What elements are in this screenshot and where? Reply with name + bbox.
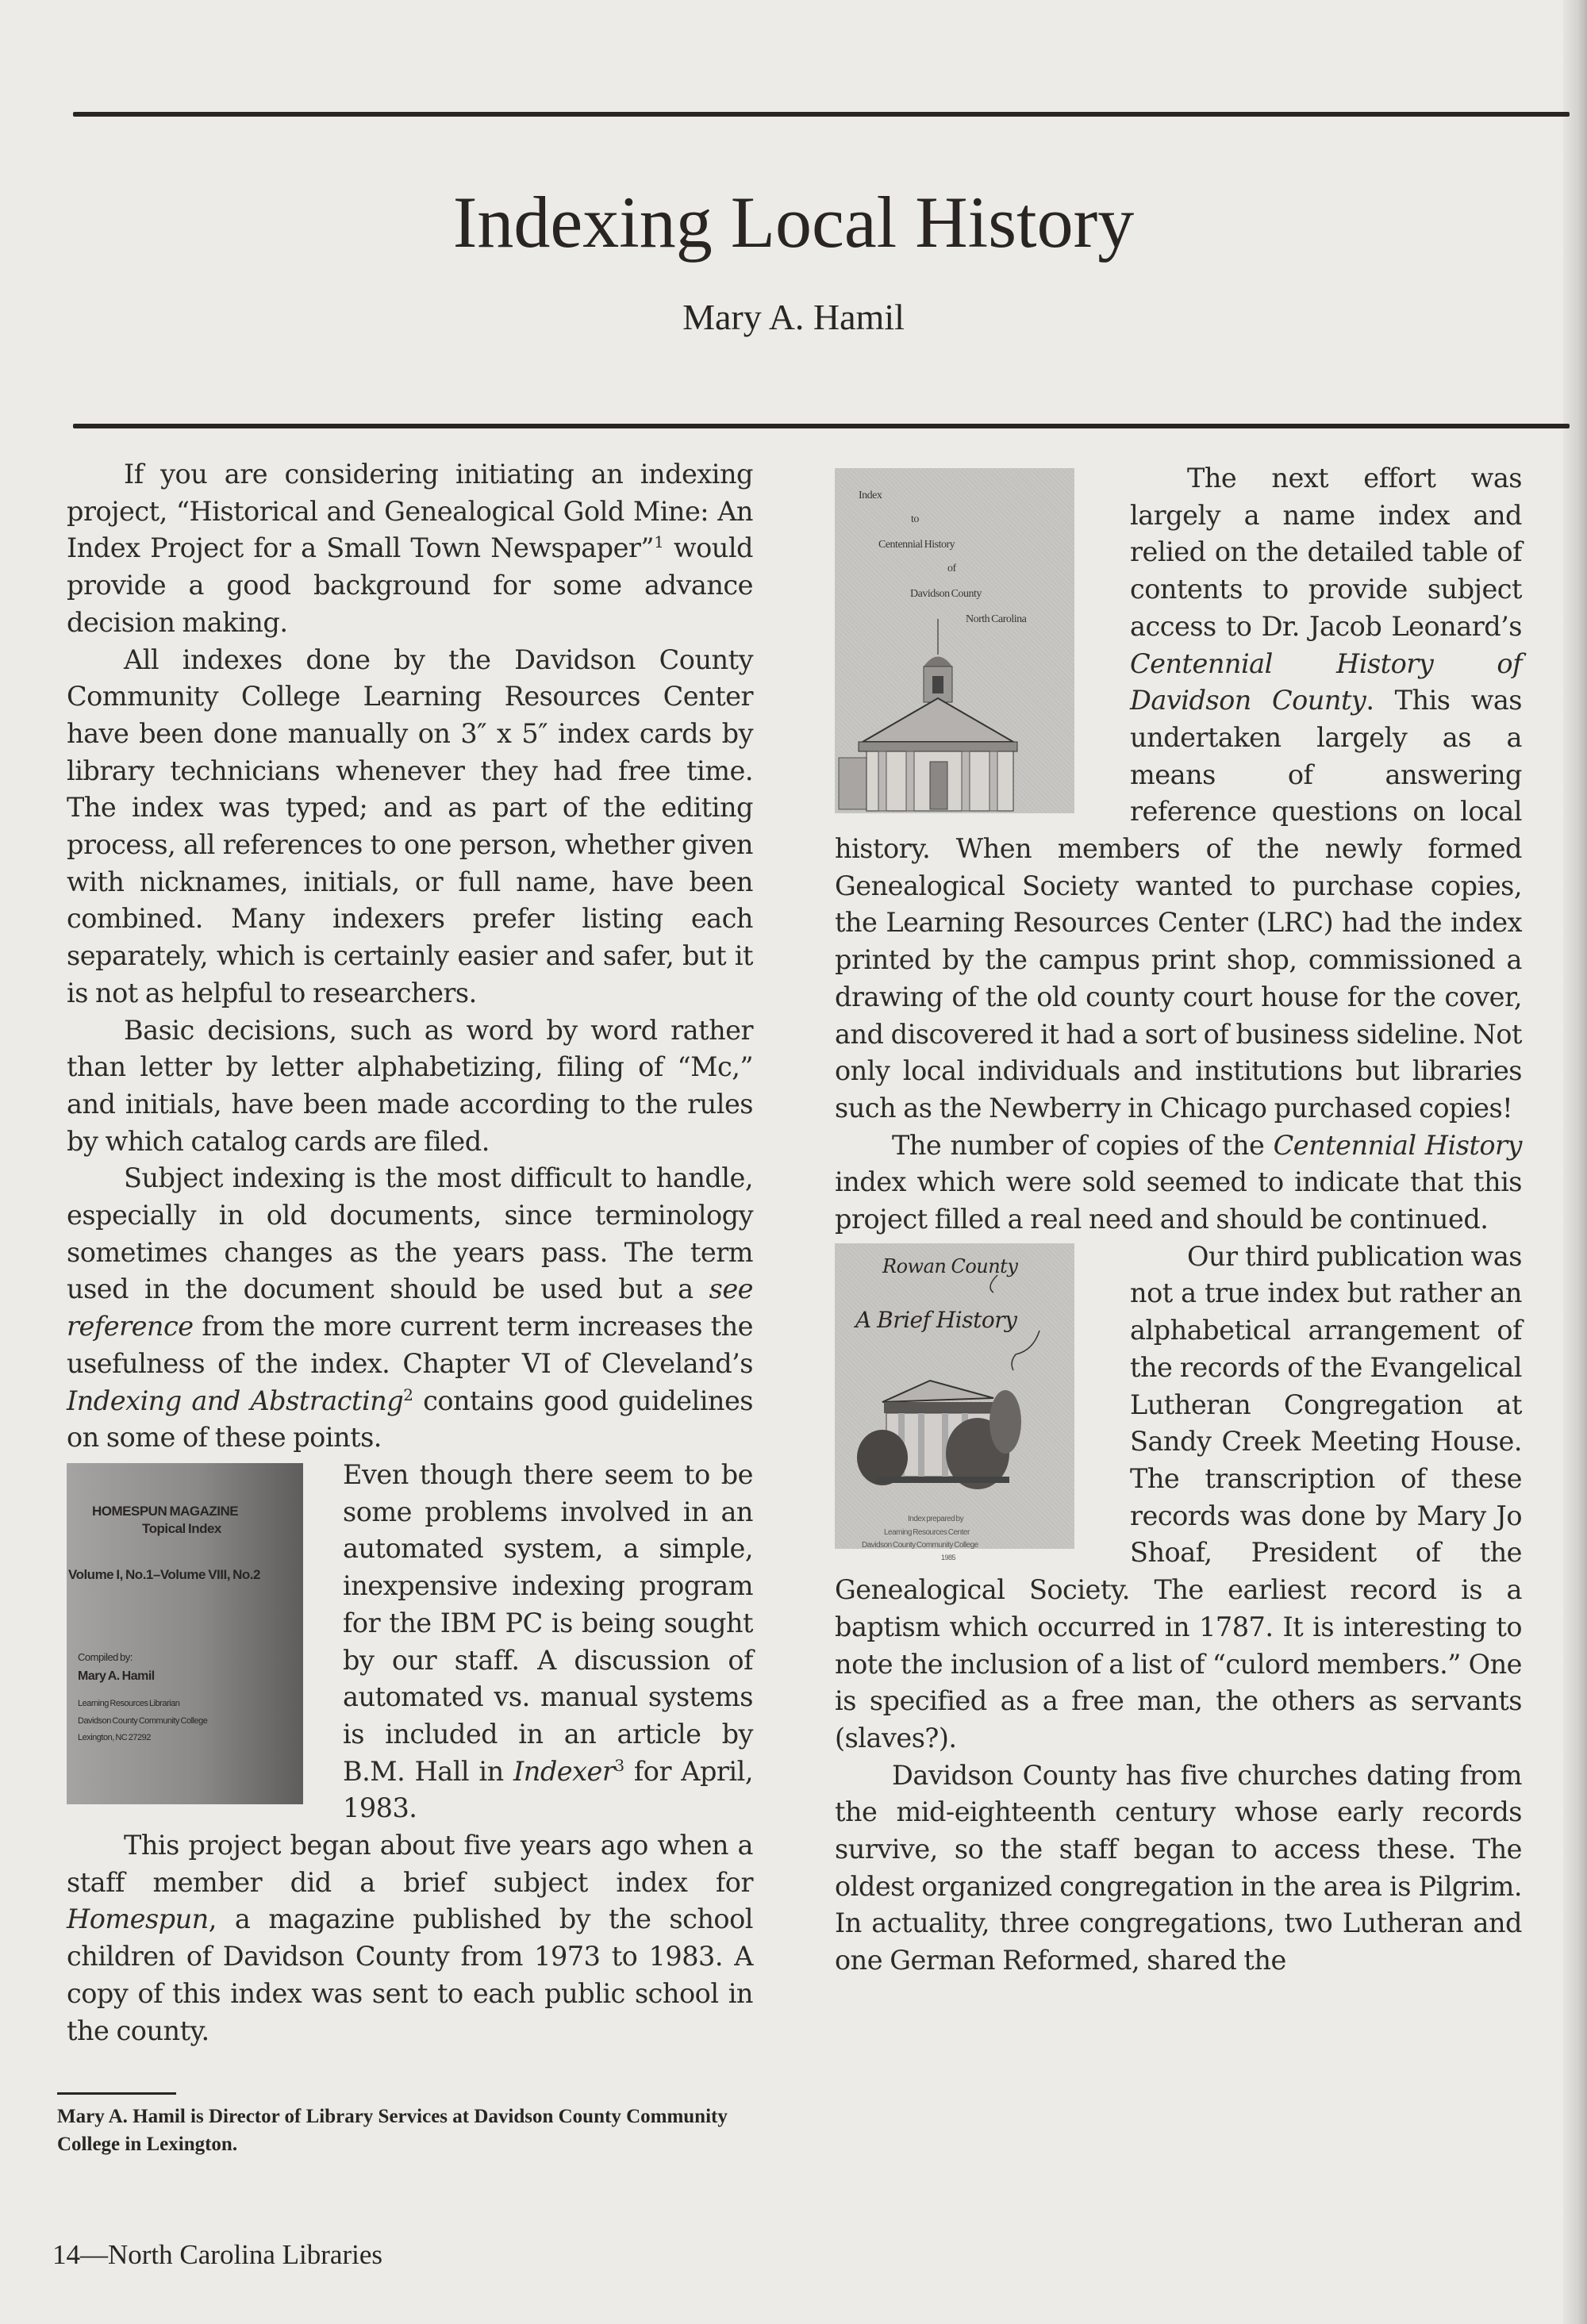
header-rule-bottom bbox=[73, 424, 1570, 428]
courthouse-drawing bbox=[835, 468, 1074, 813]
author-bio-footnote: Mary A. Hamil is Director of Library Services at Davidson County Community College in Lexington. bbox=[57, 2106, 728, 2155]
paragraph: Our third publication was not a true index but rather an alphabetical arrangement of the records of the Evangelical Lutheran Congregation at Sandy Creek Meeting House. The transcription of these records was done by Mary Jo Shoaf, President of the Genealogical Society. The earliest record is a baptism which occurred in 1787. It is interesting to note the inclusion of a list of “culord members.” One is specified as a free man, the others as servants (slaves?). bbox=[835, 1240, 1522, 1754]
right-column bbox=[835, 460, 1522, 1980]
paragraph: The next effort was largely a name index and relied on the detailed table of contents to provide subject access to Dr. Jacob Leonard’s Centennial History of Davidson County. This was undertaken largely as a means of answering reference questions on local history. When members of the newly formed Genealogical Society wanted to purchase copies, the Learning Resources Center (LRC) had the index printed by the campus print shop, commissioned a drawing of the old county court house for the cover, and discovered it had a sort of business sideline. Not only local individuals and institutions but libraries such as the Newberry in Chicago purchased copies! bbox=[835, 463, 1522, 1124]
centennial-history-cover-image: Index to Centennial History of Davidson County North Carolina bbox=[835, 468, 1074, 813]
article-title: Indexing Local History bbox=[452, 182, 1135, 263]
homespun-cover-image: HOMESPUN MAGAZINE Topical Index Volume I, No.1–Volume VIII, No.2 Compiled by: Mary A. Hamil Learning Resources Librarian Davidson County Community College Lexington, NC 27292 bbox=[67, 1463, 303, 1804]
page-folio: 14—North Carolina Libraries bbox=[52, 2239, 383, 2270]
footnote-ref: 1 bbox=[654, 532, 664, 552]
rowan-county-cover-image: Rowan County A Brief History Index prepared by Learning Resources Center Davidson County Community College 1985 bbox=[835, 1243, 1074, 1549]
paragraph: All indexes done by the Davidson County Community College Learning Resources Center have been done manually on 3″ x 5″ index cards by library technicians whenever they had free time. The index was typed; and as part of the editing process, all references to one person, whether given with nicknames, initials, or full name, have been combined. Many indexers prefer listing each separately, which is certainly easier and safer, but it is not as helpful to researchers. bbox=[67, 643, 753, 1008]
paragraph: Davidson County has five churches dating from the mid-eighteenth century whose early records survive, so the staff began to access these. The oldest organized congregation in the area is Pilgrim. In actuality, three congregations, two Lutheran and one German Reformed, shared the bbox=[835, 1759, 1522, 1976]
paragraph: HOMESPUN MAGAZINE Topical Index Volume I, No.1–Volume VIII, No.2 Compiled by: Mary A. Hamil Learning Resources Librarian Davidson County Community College Lexington, NC 27292 Even though there seem to be some problems involved in an automated system, a simple, inexpensive indexing program for the IBM PC is being sought by our staff. A discussion of automated vs. manual systems is included in an article by B.M. Hall in Indexer$^3$ for April, 1983. bbox=[68, 1458, 753, 1824]
paragraph: Basic decisions, such as word by word rather than letter by letter alphabetizing, filing of “Mc,” and initials, have been made according to the rules by which catalog cards are filed. bbox=[67, 1014, 753, 1157]
page-spine-shadow bbox=[1563, 0, 1587, 2324]
footnote-ref: 2 bbox=[403, 1385, 413, 1404]
footnote-divider bbox=[57, 2092, 176, 2095]
paragraph: Subject indexing is the most difficult to handle, especially in old documents, since terminology sometimes changes as the years pass. The term used in the document should be used but a see reference from the more current term increases the usefulness of the index. Chapter VI of Cleveland’s Indexing and Abstracting$^2$ contains good guidelines on some of these points. bbox=[67, 1162, 754, 1454]
paragraph: If you are considering initiating an indexing project, “Historical and Genealogical Gold Mine: An Index Project for a Small Town Newspaper”$^1$ would provide a good background for some advance decision making. bbox=[67, 459, 754, 638]
paragraph: This project began about five years ago when a staff member did a brief subject index for Homespun, a magazine published by the school children of Davidson County from 1973 to 1983. A copy of this index was sent to each public school in the county. bbox=[67, 1830, 753, 2046]
left-column bbox=[67, 456, 753, 2049]
footnote-ref: 3 bbox=[614, 1755, 624, 1775]
article-byline: Mary A. Hamil bbox=[682, 297, 905, 337]
header-rule-top bbox=[73, 112, 1570, 117]
paragraph: The number of copies of the Centennial History index which were sold seemed to indicate that this project filled a real need and should be continued. bbox=[835, 1129, 1522, 1235]
